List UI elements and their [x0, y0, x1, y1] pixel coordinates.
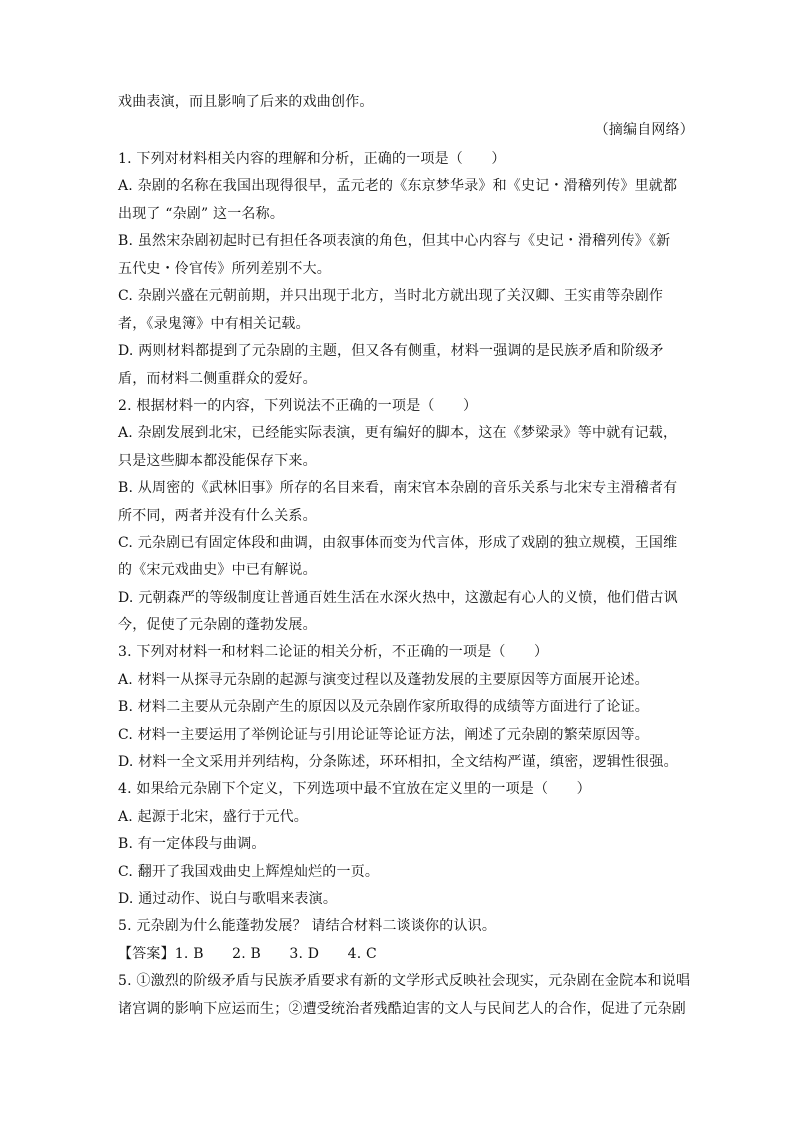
question-4: 4. 如果给元杂剧下个定义，下列选项中最不宜放在定义里的一项是（ ）: [118, 781, 591, 797]
option-line: C. 杂剧兴盛在元朝前期，并只出现于北方，当时北方就出现了关汉卿、王实甫等杂剧作: [118, 288, 664, 304]
question-2: 2. 根据材料一的内容，下列说法不正确的一项是（ ）: [118, 398, 478, 414]
option-line: A. 起源于北宋，盛行于元代。: [118, 809, 309, 825]
option-line: D. 元朝森严的等级制度让普通百姓生活在水深火热中，这激起有心人的义愤，他们借古讽: [118, 590, 678, 606]
option-line: B. 虽然宋杂剧初起时已有担任各项表演的角色，但其中心内容与《史记・滑稽列传》《新: [118, 233, 671, 249]
option-line: 今，促使了元杂剧的蓬勃发展。: [118, 617, 317, 633]
option-line: 者，《录鬼簿》中有相关记载。: [118, 316, 310, 332]
option-line: 出现了 “杂剧” 这一名称。: [118, 206, 285, 222]
option-line: C. 元杂剧已有固定体段和曲调，由叙事体而变为代言体，形成了戏剧的独立规模，王国维: [118, 535, 678, 551]
option-line: C. 翻开了我国戏曲史上辉煌灿烂的一页。: [118, 864, 380, 880]
answer-key: 【答案】1. B 2. B 3. D 4. C: [118, 946, 377, 962]
option-line: D. 通过动作、说白与歌唱来表演。: [118, 891, 338, 907]
option-line: D. 材料一全文采用并列结构，分条陈述，环环相扣，全文结构严谨，缜密，逻辑性很强。: [118, 754, 678, 770]
option-line: 五代史・伶官传》所列差别不大。: [118, 261, 331, 277]
option-line: 所不同，两者并没有什么关系。: [118, 508, 317, 524]
answer-line: 5. ①激烈的阶级矛盾与民族矛盾要求有新的文学形式反映社会现实，元杂剧在金院本和说唱: [118, 973, 691, 989]
option-line: A. 材料一从探寻元杂剧的起源与演变过程以及蓬勃发展的主要原因等方面展开论述。: [118, 672, 649, 688]
question-3: 3. 下列对材料一和材料二论证的相关分析，不正确的一项是（ ）: [118, 644, 549, 660]
option-line: A. 杂剧的名称在我国出现得很早，孟元老的《东京梦华录》和《史记・滑稽列传》里就都: [118, 178, 678, 194]
option-line: 盾，而材料二侧重群众的爱好。: [118, 371, 317, 387]
question-5: 5. 元杂剧为什么能蓬勃发展？ 请结合材料二谈谈你的认识。: [118, 918, 497, 934]
option-line: B. 从周密的《武林旧事》所存的名目来看，南宋官本杂剧的音乐关系与北宋专主滑稽者有: [118, 480, 678, 496]
option-line: B. 有一定体段与曲调。: [118, 836, 266, 852]
option-line: C. 材料一主要运用了举例论证与引用论证等论证方法，阐述了元杂剧的繁荣原因等。: [118, 727, 649, 743]
option-line: 只是这些脚本都没能保存下来。: [118, 453, 317, 469]
text-line: 戏曲表演，而且影响了后来的戏曲创作。: [118, 94, 374, 110]
option-line: D. 两则材料都提到了元杂剧的主题，但又各有侧重，材料一强调的是民族矛盾和阶级矛: [118, 343, 664, 359]
source-note: （摘编自网络）: [594, 122, 694, 138]
option-line: 的《宋元戏曲史》中已有解说。: [118, 562, 317, 578]
option-line: A. 杂剧发展到北宋，已经能实际表演，更有编好的脚本，这在《梦梁录》等中就有记载，: [118, 425, 678, 441]
answer-line: 诸宫调的影响下应运而生；②遭受统治者残酷迫害的文人与民间艺人的合作，促进了元杂剧: [118, 1001, 686, 1017]
option-line: B. 材料二主要从元杂剧产生的原因以及元杂剧作家所取得的成绩等方面进行了论证。: [118, 699, 649, 715]
question-1: 1. 下列对材料相关内容的理解和分析，正确的一项是（ ）: [118, 151, 506, 167]
